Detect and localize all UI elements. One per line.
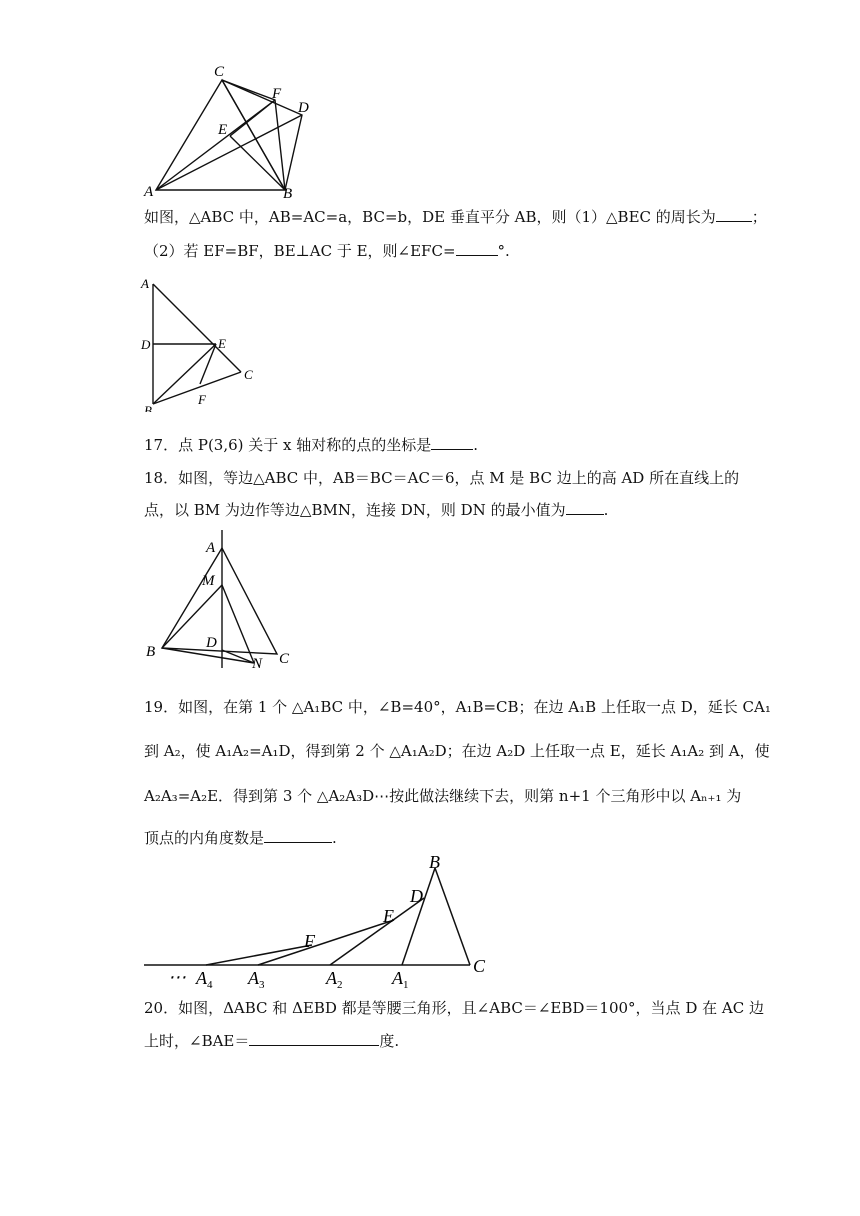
label-A3: $A_3$: [248, 968, 265, 990]
q20-line1: 20．如图，ΔABC 和 ΔEBD 都是等腰三角形，且∠ABC＝∠EBD＝100°，当点 D 在 AC 边: [144, 999, 764, 1017]
label-D: D: [206, 635, 217, 651]
q19-line3: A₂A₃=A₂E．得到第 3 个 △A₂A₃D⋯按此做法继续下去，则第 n+1 个三角形中以 Aₙ₊₁ 为: [144, 787, 742, 805]
q20-blank: [249, 1031, 379, 1046]
q19-line2: 到 A₂，使 A₁A₂=A₁D，得到第 2 个 △A₁A₂D；在边 A₂D 上任取一点 E，延长 A₁A₂ 到 A，使: [144, 742, 770, 760]
label-B: B: [146, 644, 156, 660]
label-D: D: [298, 100, 309, 116]
q17-line: 17．点 P(3,6) 关于 x 轴对称的点的坐标是 .: [144, 436, 479, 454]
q19-blank: [264, 828, 332, 843]
label-C: C: [279, 651, 290, 667]
figure-q15: [140, 60, 320, 200]
q17-blank: [431, 435, 473, 450]
label-C: C: [473, 956, 486, 976]
figure-q18: [142, 530, 302, 670]
label-A1: $A_1$: [392, 968, 409, 990]
label-D: D: [410, 886, 423, 906]
q16-line2: （2）若 EF=BF，BE⊥AC 于 E，则∠EFC= °.: [144, 242, 510, 260]
label-B: B: [429, 852, 440, 872]
label-B: B: [283, 186, 293, 200]
q19-line1: 19．如图，在第 1 个 △A₁BC 中，∠B=40°，A₁B=CB；在边 A₁B 上任取一点 D，延长 CA₁: [144, 698, 771, 716]
label-A: A: [206, 540, 216, 556]
label-E: E: [383, 906, 394, 926]
label-D: D: [141, 337, 151, 352]
label-E: E: [218, 122, 228, 138]
label-B: B: [144, 403, 152, 412]
label-C: C: [244, 367, 253, 382]
label-N: N: [252, 656, 263, 670]
label-A4: $A_4$: [196, 968, 213, 990]
label-A: A: [144, 184, 154, 200]
label-A: A: [141, 276, 149, 291]
q18-line1: 18．如图，等边△ABC 中，AB＝BC＝AC＝6，点 M 是 BC 边上的高 AD 所在直线上的: [144, 469, 740, 487]
label-C: C: [214, 64, 225, 80]
q18-line2: 点，以 BM 为边作等边△BMN，连接 DN，则 DN 的最小值为 .: [144, 501, 609, 519]
q16-blank2: [456, 241, 498, 256]
label-M: M: [202, 573, 215, 589]
label-F: F: [272, 86, 282, 102]
label-F: F: [304, 931, 315, 951]
label-E: E: [218, 336, 226, 351]
q19-line4: 顶点的内角度数是 .: [144, 829, 337, 847]
q18-blank: [566, 500, 604, 515]
label-F: F: [198, 392, 206, 407]
dots: ⋯: [168, 967, 186, 987]
q16-line1: 如图，△ABC 中，AB=AC=a，BC=b，DE 垂直平分 AB，则（1）△BEC 的周长为 ；: [144, 208, 767, 226]
q16-blank1: [716, 207, 752, 222]
label-A2: $A_2$: [326, 968, 343, 990]
figure-q19: [140, 850, 500, 990]
figure-q16: [138, 272, 268, 412]
q20-line2: 上时，∠BAE＝ 度.: [144, 1032, 400, 1050]
